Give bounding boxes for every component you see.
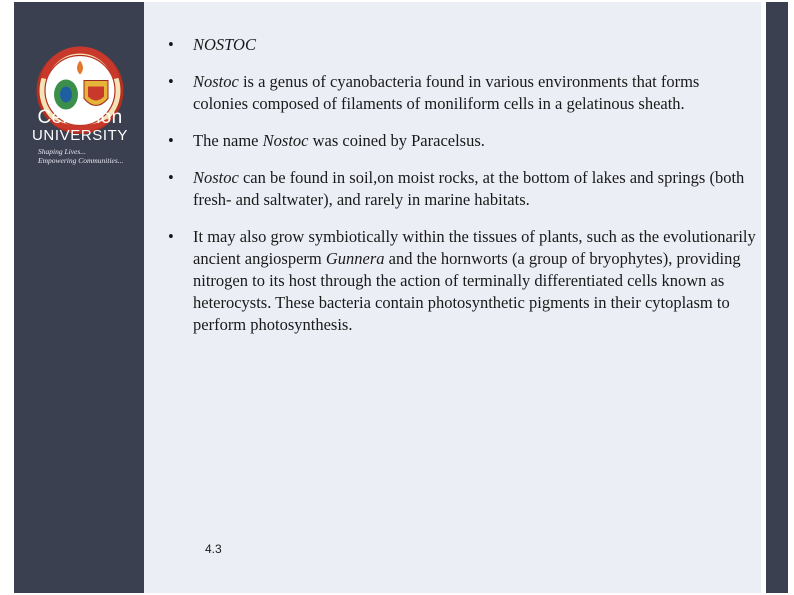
university-brand [18,108,142,165]
bullet-text: and the hornworts (a group of bryophytes), providing nitrogen to its host through the action of terminally differentiated cells known as heterocysts. These bacteria contain photosynthetic pigments in their cytoplasm to perform photosynthesis. [193,249,741,334]
italic-text: Nostoc [262,131,309,150]
bullet-marker: • [168,168,174,187]
brand-tagline-2: Empowering Communities... [38,156,124,165]
bullet-marker: • [168,35,174,54]
bullet-text: It may also grow symbiotically within the tissues of plants, such as the evolutionarily ancient angiosperm [193,227,756,268]
italic-text: NOSTOC [193,35,256,54]
bullet-list [166,34,756,351]
bullet-item [166,167,756,211]
brand-tagline-1: Shaping Lives... [38,147,86,156]
brand-name: Centurion [37,107,123,128]
italic-text: Nostoc [193,168,239,187]
bullet-item [166,226,756,336]
bullet-marker: • [168,227,174,246]
bullet-text: is a genus of cyanobacteria found in various environments that forms colonies composed of filaments of moniliform cells in a gelatinous sheath. [193,72,700,113]
bullet-item [166,34,756,56]
bullet-marker: • [168,131,174,150]
page-number: 4.3 [205,542,222,556]
bullet-item [166,130,756,152]
bullet-marker: • [168,72,174,91]
bullet-text: was coined by Paracelsus. [308,131,485,150]
brand-subtitle: UNIVERSITY [31,127,128,144]
bullet-text: The name [193,131,263,150]
bullet-item [166,71,756,115]
bullet-text: can be found in soil,on moist rocks, at the bottom of lakes and springs (both fresh- and saltwater), and rarely in marine habitats. [193,168,745,209]
right-strip [766,2,788,593]
italic-text: Nostoc [193,72,239,91]
italic-text: Gunnera [325,249,385,268]
